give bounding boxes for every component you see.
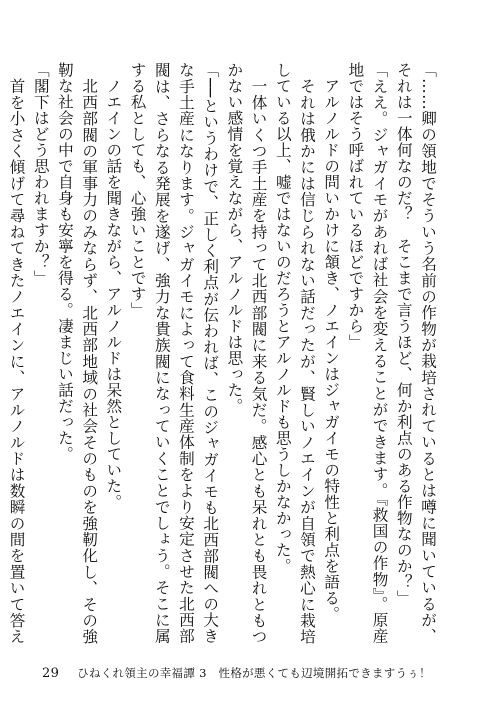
body-text xyxy=(7,62,440,644)
paragraph: それは俄かには信じられない話だったが、賢しいノエインが自領で熱心に栽培している以上、嘘ではないのだろうとアルノルドも思うしかなかった。 xyxy=(273,62,316,644)
paragraph: 「ええ。ジャガイモがあれば社会を変えることができます。『救国の作物』。原産地ではそう呼ばれているほどですから」 xyxy=(346,62,389,644)
page-number: 29 xyxy=(42,665,60,681)
paragraph: 首を小さく傾げて尋ねてきたノエインに、アルノルドは数瞬の間を置いて答え xyxy=(7,77,26,644)
paragraph: アルノルドの問いかけに頷き、ノエインはジャガイモの特性と利点を語る。 xyxy=(322,77,341,622)
paragraph: ノエインの話を聞きながら、アルノルドは呆然としていた。 xyxy=(104,77,123,510)
paragraph: 一体いくつ手土産を持って北西部閥に来る気だ。感心とも呆れとも畏れともつかない感情を覚えながら、アルノルドは思った。 xyxy=(225,62,268,644)
running-title: ひねくれ領主の幸福譚 3 性格が悪くても辺境開拓できますうぅ！ xyxy=(77,666,431,680)
paragraph: 「閣下はどう思われますか？」 xyxy=(31,62,50,286)
page-footer xyxy=(42,664,472,682)
paragraph: 「……卿の領地でそういう名前の作物が栽培されているとは噂に聞いているが、それは一体何なのだ？ そこまで言うほど、何か利点のある作物なのか？」 xyxy=(394,62,437,644)
paragraph: 北西部閥の軍事力のみならず、北西部地域の社会そのものを強靭化し、その強靭な社会の中で自身も安寧を得る。凄まじい話だった。 xyxy=(55,62,99,644)
paragraph: 「──というわけで、正しく利点が伝われば、このジャガイモも北西部閥への大きな手土産になります。ジャガイモによって食料生産体制をより安定させた北西部閥は、さらなる発展を遂げ、強力な貴族閥になっていくことでしょう。そこに属する私としても、心強いことです」 xyxy=(128,62,220,644)
